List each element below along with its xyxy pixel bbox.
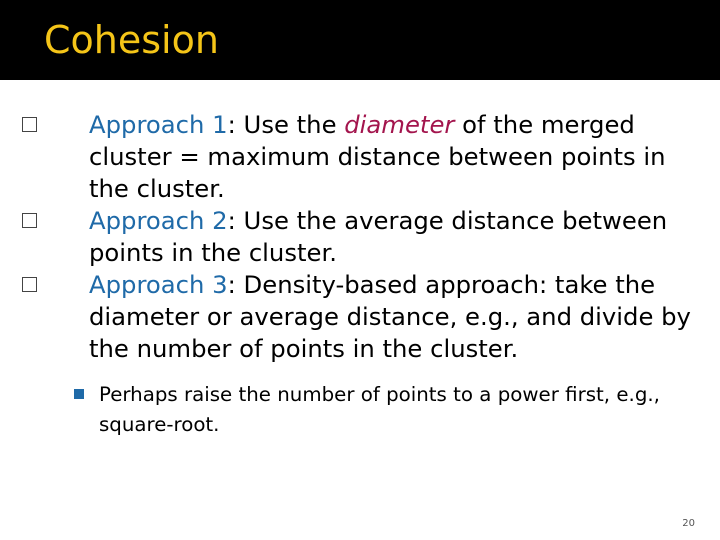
colon: : [227, 110, 236, 139]
square-bullet-icon [22, 117, 37, 132]
bullet-approach-1 [22, 109, 702, 205]
slide-body [22, 109, 702, 440]
square-bullet-icon [22, 213, 37, 228]
slide-title: Cohesion [44, 18, 219, 62]
emphasis-text: diameter [344, 110, 455, 139]
title-bar [0, 0, 720, 80]
square-bullet-icon [22, 277, 37, 292]
bullet-text: Use the average distance between points in the cluster. [89, 206, 668, 267]
bullet-text: of the merged cluster = maximum distance between points in the cluster. [89, 110, 666, 203]
page-number: 20 [682, 518, 695, 529]
bullet-approach-3 [22, 269, 702, 365]
sub-bullet-text: Perhaps raise the number of points to a power first, e.g., square-root. [99, 383, 660, 436]
bullet-approach-2 [22, 205, 702, 269]
sub-bullet [74, 380, 702, 440]
colon: : [227, 270, 236, 299]
approach-label: Approach 1 [89, 110, 228, 139]
filled-square-bullet-icon [74, 389, 84, 399]
bullet-text: Density-based approach: take the diameter or average distance, e.g., and divide by the number of points in the cluster. [89, 270, 691, 363]
approach-label: Approach 2 [89, 206, 228, 235]
colon: : [227, 206, 236, 235]
bullet-text: Use the [235, 110, 345, 139]
approach-label: Approach 3 [89, 270, 228, 299]
